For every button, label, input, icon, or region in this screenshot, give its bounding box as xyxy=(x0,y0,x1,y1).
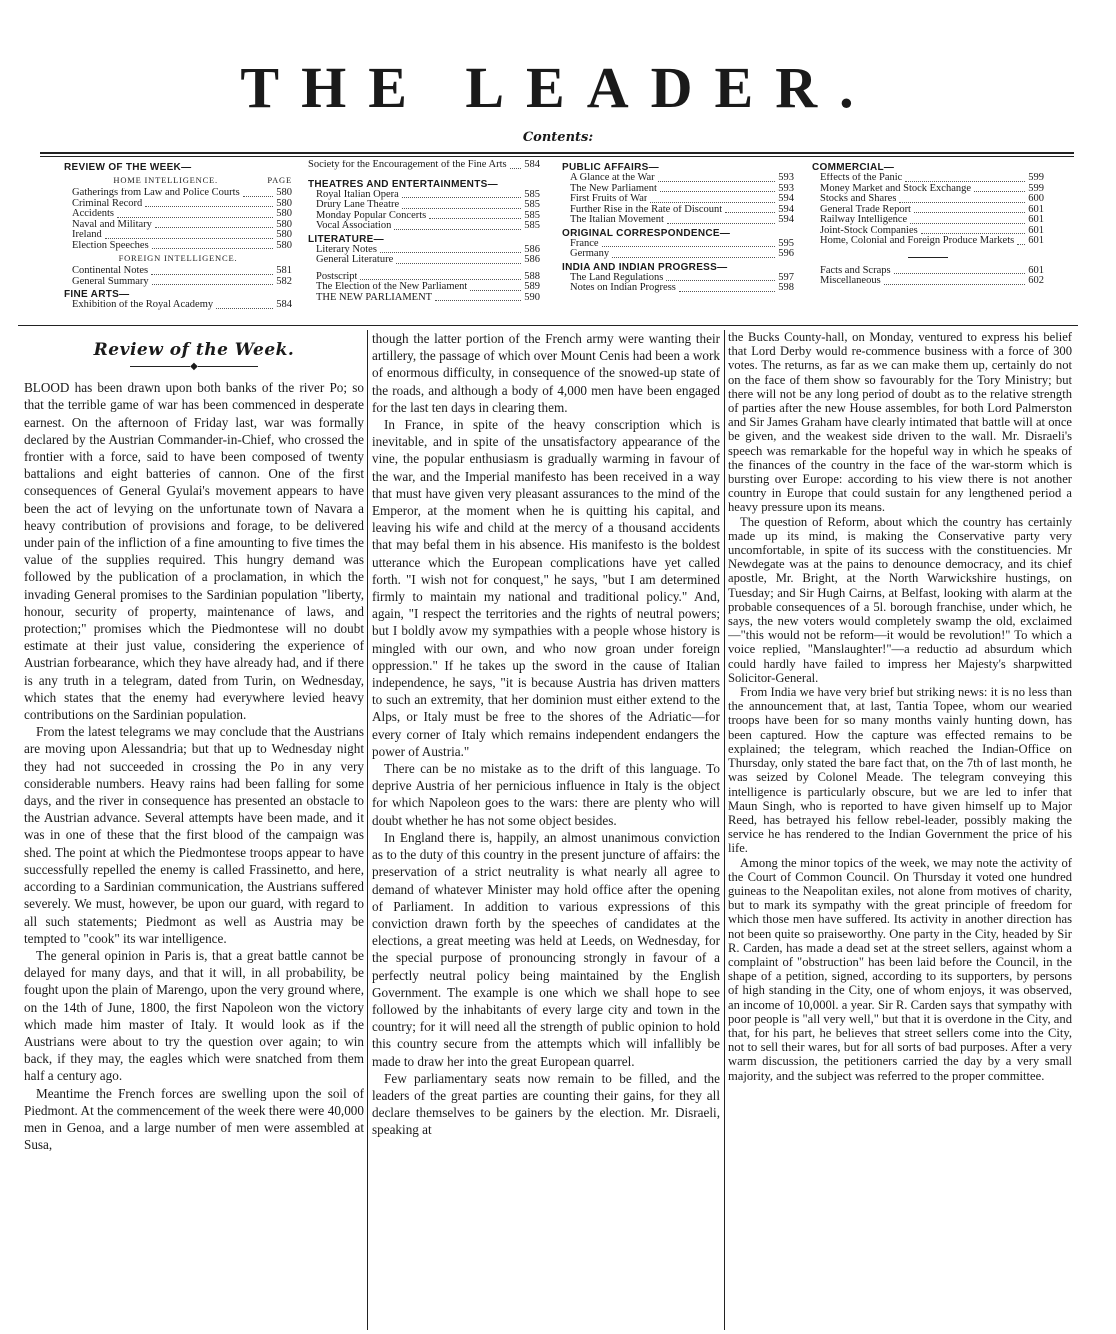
toc-entry-page: 586 xyxy=(524,254,540,265)
toc-entry xyxy=(64,241,292,252)
article-paragraph: Among the minor topics of the week, we may note the activity of the Court of Common Council. On Thursday it voted one hundred guineas to the Neapolitan exiles, not alone from motives of charity, but to mark its sympathy with the great principle of freedom for which those men have suffered. Its activity in another direction has not been quite so praiseworthy. One party in the City, headed by Sir R. Carden, has made a dead set at the street sellers, against whom a complaint of "obstruction" has been laid before the Council, in the shape of a petition, signed, according to its supporters, by persons of high standing in the City, one of whom enjoys, it was observed, an income of 10,000l. a year. Sir R. Carden says that sympathy with poor people is "all very well," but that it is overdone in the City, and that, for his part, he believes that street sellers come into the City, not to sell their wares, but for all sorts of bad purposes. After a very warm discussion, the petitioners carried the day by a very small majority, and the subject was referred to the proper committee. xyxy=(728,855,1072,1083)
article-column-2 xyxy=(372,330,720,1330)
toc-leader-dots xyxy=(151,266,273,275)
toc-entry xyxy=(64,220,292,231)
toc-leader-dots xyxy=(510,160,522,169)
toc-heading: PUBLIC AFFAIRS— xyxy=(562,162,659,173)
toc-entry-title: Literary Notes xyxy=(316,244,377,255)
toc-entry xyxy=(64,277,292,288)
toc-entry-page: 598 xyxy=(778,282,794,293)
toc-entry xyxy=(308,272,540,283)
toc-entry xyxy=(64,266,292,277)
toc-leader-dots xyxy=(155,220,273,229)
toc-leader-dots xyxy=(914,205,1025,214)
toc-entry-title: Accidents xyxy=(72,209,114,219)
toc-entry-title: France xyxy=(570,238,599,249)
toc-column-4 xyxy=(812,160,1044,322)
toc-entry xyxy=(308,160,540,171)
toc-heading: COMMERCIAL— xyxy=(812,162,895,173)
toc-entry-title: Society for the Encouragement of the Fine Arts xyxy=(308,160,507,170)
toc-entry-page: 588 xyxy=(524,270,540,282)
toc-entry xyxy=(562,239,794,250)
toc-entry-page: 601 xyxy=(1028,264,1044,276)
toc-leader-dots xyxy=(1017,236,1025,245)
toc-list xyxy=(308,245,540,266)
toc-entry xyxy=(562,283,794,294)
toc-entry xyxy=(562,215,794,226)
toc-leader-dots xyxy=(435,293,521,302)
toc-entry xyxy=(64,199,292,210)
toc-list xyxy=(562,239,794,260)
article-paragraph: though the latter portion of the French army were wanting their artillery, the passage of which over Mount Cenis had been a work of enormous difficulty, in consequence of the snowed-up state of the roads, and although a body of 4,000 men have been engaged for the last ten days in clearing them. xyxy=(372,331,720,415)
toc-leader-dots xyxy=(974,184,1025,193)
toc-entry-title: General Literature xyxy=(316,255,394,265)
toc-entry-page: 594 xyxy=(778,203,794,215)
toc-leader-dots xyxy=(470,282,521,291)
toc-entry-title: Notes on Indian Progress xyxy=(570,283,676,293)
toc-leader-dots xyxy=(894,266,1026,275)
toc-entry-page: 581 xyxy=(276,265,292,276)
top-rule-thin xyxy=(40,156,1074,157)
article-paragraph: Meantime the French forces are swelling upon the soil of Piedmont. At the commencement of the week there were 40,000 men in Genoa, and a large number of men were assembled at Susa, xyxy=(24,1085,364,1153)
toc-entry-title: Monday Popular Concerts xyxy=(316,210,427,221)
toc-leader-dots xyxy=(921,226,1026,235)
toc-entry xyxy=(308,221,540,232)
toc-entry-title: Postscript xyxy=(316,271,358,282)
title-ornament: ◆ xyxy=(24,361,364,373)
toc-leader-dots xyxy=(612,249,775,258)
toc-leader-dots xyxy=(660,184,775,193)
toc-leader-dots xyxy=(667,215,775,224)
toc-entry xyxy=(812,276,1044,287)
toc-leader-dots xyxy=(884,276,1026,285)
toc-entry-page: 584 xyxy=(276,299,292,310)
toc-entry-page: 580 xyxy=(276,187,292,198)
toc-page-label: PAGE xyxy=(267,175,292,185)
toc-leader-dots xyxy=(905,173,1025,182)
toc-leader-dots xyxy=(666,273,775,282)
toc-leader-dots xyxy=(394,221,521,230)
column-rule xyxy=(724,330,725,1330)
toc-entry-page: 602 xyxy=(1028,275,1044,286)
toc-leader-dots xyxy=(152,277,274,286)
toc-entry-page: 590 xyxy=(524,291,540,303)
contents-heading: Contents: xyxy=(522,130,594,145)
toc-entry-title: Gatherings from Law and Police Courts xyxy=(72,188,240,198)
toc-entry xyxy=(308,282,540,293)
article-paragraph: There can be no mistake as to the drift of this language. To deprive Austria of her pernicious influence in Italy is the object for which Napoleon goes to the wars: there are plenty who will doubt whether he has not some object besides. xyxy=(372,761,720,828)
toc-entry-page: 597 xyxy=(778,271,794,283)
column-rule xyxy=(367,330,368,1330)
toc-leader-dots xyxy=(650,194,775,203)
toc-leader-dots xyxy=(145,199,273,208)
toc-entry-page: 593 xyxy=(778,182,794,194)
toc-entry xyxy=(308,200,540,211)
toc-entry xyxy=(812,205,1044,216)
toc-list xyxy=(562,173,794,226)
toc-entry-title: Naval and Military xyxy=(72,219,152,230)
toc-entry-page: 580 xyxy=(276,218,292,230)
toc-entry-page: 586 xyxy=(524,243,540,255)
toc-entry-title: Facts and Scraps xyxy=(820,265,891,276)
toc-entry-title: The Land Regulations xyxy=(570,272,664,283)
toc-entry xyxy=(812,266,1044,277)
article-paragraph: The general opinion in Paris is, that a great battle cannot be delayed for many days, and that it will, in all probability, be fought upon the plain of Marengo, upon the very ground where, on the 14th of June, 1800, the first Napoleon won the victory which made him master of Italy. It would look as if the Austrians were about to try the question over again; to win back, if they may, the eagles which were snatched from them half a century ago. xyxy=(24,947,364,1084)
toc-entry-page: 593 xyxy=(778,172,794,183)
toc-subheading-label: HOME INTELLIGENCE. xyxy=(113,175,218,185)
toc-entry-page: 589 xyxy=(524,281,540,292)
toc-entry xyxy=(812,226,1044,237)
toc-heading: FINE ARTS— xyxy=(64,289,130,300)
article-paragraph: From India we have very brief but striking news: it is no less than the announcement that, at last, Tantia Topee, whom our wearied troops have been for so many months vainly hunting down, has been captured. How the capture was effected remains to be explained; the telegram, which reached the Indian-Office on Thursday, only stated the bare fact that, on the 7th of last month, he was seized by Colonel Meade. The telegram conveying this intelligence is particularly obscure, but we are led to infer that Maun Singh, who is reported to have given himself up to Major Reed, has betrayed his fellow rebel-leader, possibly making the service he has rendered to the Indian Government the price of his life. xyxy=(728,685,1072,856)
article-column-1 xyxy=(24,330,364,1330)
toc-leader-dots xyxy=(105,230,274,239)
toc-list xyxy=(308,190,540,232)
toc-column-2 xyxy=(308,160,540,322)
toc-entry xyxy=(64,230,292,241)
toc-gap xyxy=(308,171,540,177)
toc-leader-dots xyxy=(152,241,274,250)
toc-entry-title: Continental Notes xyxy=(72,266,149,276)
toc-entry xyxy=(562,173,794,184)
toc-entry-title: THE NEW PARLIAMENT xyxy=(316,292,433,303)
toc-entry xyxy=(812,173,1044,184)
article-title: Review of the Week. xyxy=(93,340,295,360)
toc-leader-dots xyxy=(360,272,521,281)
toc-entry-title: Further Rise in the Rate of Discount xyxy=(570,204,723,215)
toc-entry-title: Joint-Stock Companies xyxy=(820,225,918,236)
toc-entry-title: First Fruits of War xyxy=(570,194,648,204)
toc-leader-dots xyxy=(899,194,1025,203)
toc-entry xyxy=(308,255,540,266)
toc-entry xyxy=(812,184,1044,195)
toc-list xyxy=(64,300,292,311)
toc-entry-title: The New Parliament xyxy=(570,183,657,194)
toc-entry-title: Ireland xyxy=(72,230,102,240)
toc-entry xyxy=(812,215,1044,226)
toc-list xyxy=(812,266,1044,287)
toc-entry xyxy=(812,194,1044,205)
top-rule xyxy=(40,152,1074,154)
toc-heading: REVIEW OF THE WEEK— xyxy=(64,162,192,173)
toc-heading: INDIA AND INDIAN PROGRESS— xyxy=(562,261,728,273)
toc-entry-page: 601 xyxy=(1028,224,1044,236)
toc-entry-title: Stocks and Shares xyxy=(820,194,897,204)
article-paragraph: In France, in spite of the heavy conscription which is inevitable, and in spite of the unsatisfactory appearance of the vine, the popular enthusiasm is gradually warming in favour of the war, and the Imperial manifesto has been received in a way that must have given very pleasant assurances to the mind of the Emperor, at the moment when he is quitting his capital, and leaving his wife and child at the mercy of a thousand accidents that may befal them in his absence. His manifesto is the boldest utterance which the European complications have yet called forth. "I wish not for conquest," he says, "but I am determined firmly to maintain my national and traditional policy." And, again, "I respect the territories and the rights of neutral powers; but I boldly avow my sympathies with a people whose history is mingled with our own, and who now groan under foreign oppression." If he takes up the sword in the cause of Italian independence, he says, "it is because Austria has driven matters to such an extremity, that her dominion must either extend to the Alps, or Italy must be free to the shores of the Adriatic—for every corner of Italy which remains independent endangers the power of Austria." xyxy=(372,417,720,759)
toc-entry xyxy=(308,211,540,222)
toc-entry-page: 601 xyxy=(1028,203,1044,215)
toc-entry xyxy=(562,194,794,205)
article-paragraph: The question of Reform, about which the country has certainly made up its mind, is making the Conservative party very uncomfortable, in spite of its success with the constituencies. Mr Newdegate was at the pains to denounce democracy, and its chief apostle, Mr. Bright, at the North Warwickshire hustings, on Tuesday; and Sir Hugh Cairns, at Belfast, looking with alarm at the probable consequences of a 5l. borough franchise, under which, he says, the new voters would completely swamp the old, exclaimed—"this would not be reform—it would be revolution!" To which a voice replied, "Manslaughter!"—a reductio ad absurdum which could hardly have failed to impress her Majesty's sharpwitted Solicitor-General. xyxy=(728,514,1072,685)
toc-heading: ORIGINAL CORRESPONDENCE— xyxy=(562,227,731,239)
toc-entry-title: Railway Intelligence xyxy=(820,215,908,225)
article-paragraph: From the latest telegrams we may conclude that the Austrians are moving upon Alessandria; but that up to Wednesday night they had not succeeded in crossing the Po in any very considerable numbers. Heavy rains had been falling for some days, and the river in consequence has presented an obstacle to the Austrian advance. Several attempts have been made, and it was in one of these that the first blood of the campaign was shed. The point at which the Piedmontese troops appear to have successfully repelled the enemy is called Frassinetto, and here, according to a Sardinian communication, the Austrians suffered severely. We must, however, be upon our guard, with regard to all such statements; Piedmont as well as Austria may be tempted to "cook" its war intelligence. xyxy=(24,724,364,946)
toc-entry-page: 584 xyxy=(524,160,540,170)
toc-entry-page: 600 xyxy=(1028,193,1044,204)
toc-entry xyxy=(308,293,540,304)
toc-entry xyxy=(562,273,794,284)
article-paragraph: BLOOD has been drawn upon both banks of the river Po; so that the terrible game of war has been commenced in desperate earnest. On the afternoon of Friday last, war was formally declared by the Austrian Commander-in-Chief, who crossed the frontier with a force, said to have been composed of twenty battalions and eight batteries of cannon. One of the first consequences of General Gyulai's movement appears to have been the act of levying on the unfortunate town of Navara a heavy contribution of provisions and forage, to be delivered under pain of the infliction of a fine amounting to five times the value of the supplies required. This hungry demand was followed by the publication of a proclamation, in which the invading General promises to the Sardinian population "liberty, honour, security of property, maintenance of laws, and protection;" promises which the Piedmontese will no doubt estimate at their just value, considering the experience of Austrian forbearance, which they have already had, and if there is any truth in a telegram, dated from Turin, on Wednesday, which states that the enemy had everywhere levied heavy contributions on the Sardinian population. xyxy=(24,380,364,723)
masthead-title: THE LEADER. xyxy=(240,55,876,120)
toc-entry-title: Royal Italian Opera xyxy=(316,189,399,200)
toc-leader-dots xyxy=(679,283,775,292)
toc-short-rule xyxy=(908,257,948,258)
toc-entry-title: Election Speeches xyxy=(72,240,149,251)
toc-entry-title: Money Market and Stock Exchange xyxy=(820,183,972,194)
toc-entry-title: General Trade Report xyxy=(820,204,911,215)
toc-entry-title: A Glance at the War xyxy=(570,173,655,183)
toc-entry-page: 594 xyxy=(778,214,794,225)
toc-leader-dots xyxy=(402,190,521,199)
toc-list xyxy=(64,266,292,287)
toc-leader-dots xyxy=(117,209,273,218)
toc-leader-dots xyxy=(725,205,775,214)
toc-entry-title: General Summary xyxy=(72,276,149,287)
toc-leader-dots xyxy=(658,173,776,182)
toc-leader-dots xyxy=(243,188,274,197)
toc-entry-page: 585 xyxy=(524,220,540,231)
toc-entry xyxy=(64,209,292,220)
toc-entry xyxy=(562,205,794,216)
toc-entry-page: 594 xyxy=(778,193,794,204)
article-paragraph: In England there is, happily, an almost unanimous conviction as to the duty of this country in the present juncture of affairs: the preservation of a strict neutrality is what nearly all agree to demand of whatever Minister may hold office after the opening of Parliament. In addition to various expressions of this conviction drawn forth by the speeches of candidates at the elections, a great meeting was held at Leeds, on Wednesday, for the special purpose of pronouncing strongly in favour of a perfectly neutral policy being maintained by the English Government. The example is one which we shall hope to see followed by the inhabitants of every large city and town in the country; for it will need all the strength of public opinion to hold this country secure from the attempts which will infallibly be made to draw her into the great European quarrel. xyxy=(372,829,720,1069)
toc-list xyxy=(64,188,292,251)
toc-entry-title: Drury Lane Theatre xyxy=(316,200,400,210)
toc-entry xyxy=(64,300,292,311)
toc-entry-page: 580 xyxy=(276,208,292,219)
toc-entry-title: Vocal Association xyxy=(316,221,392,231)
toc-entry xyxy=(562,184,794,195)
toc-entry-title: Criminal Record xyxy=(72,198,143,209)
toc-column-1 xyxy=(64,160,292,322)
toc-leader-dots xyxy=(402,200,521,209)
toc-entry xyxy=(812,236,1044,247)
toc-entry-page: 599 xyxy=(1028,182,1044,194)
toc-leader-dots xyxy=(380,245,521,254)
toc-entry-title: Effects of the Panic xyxy=(820,173,903,183)
toc-entry-title: The Italian Movement xyxy=(570,215,664,225)
toc-entry-title: Home, Colonial and Foreign Produce Markets xyxy=(820,236,1015,246)
article-paragraph: Few parliamentary seats now remain to be filled, and the leaders of the great parties are counting their gains, for they all declare themselves to be gainers by the election. Mr. Disraeli, speaking at xyxy=(372,1070,720,1138)
toc-subheading: FOREIGN INTELLIGENCE. xyxy=(118,253,238,263)
toc-entry-page: 580 xyxy=(276,197,292,209)
toc-leader-dots xyxy=(216,300,273,309)
toc-entry xyxy=(308,245,540,256)
article-paragraph: the Bucks County-hall, on Monday, ventured to express his belief that Lord Derby would re-commence business with a force of 300 votes. The returns, as far as we can make them up, certainly do not on the face of them show so favourably for the Tory Ministry; but there will not be any long period of doubt as to the relative strength of parties after the new House assembles, for both Lord Palmerston and Sir James Graham have clearly intimated that battle will at once be given, and the weakest side driven to the wall. Mr. Disraeli's speech was remarkable for the hopeful way in which he speaks of the finances of the country in the face of the war-storm which is bursting over Europe: according to his view there is not another country in Europe that could sustain for any lengthened period a heavy pressure upon its means. xyxy=(728,330,1072,515)
toc-list xyxy=(812,173,1044,247)
toc-gap xyxy=(812,247,1044,253)
toc-entry-page: 601 xyxy=(1028,235,1044,246)
toc-entry-page: 580 xyxy=(276,239,292,251)
toc-entry-page: 595 xyxy=(778,237,794,249)
toc-entry-page: 599 xyxy=(1028,172,1044,183)
toc-entry-title: Miscellaneous xyxy=(820,276,881,286)
toc-leader-dots xyxy=(429,211,521,220)
toc-bottom-rule xyxy=(18,325,1078,326)
toc-entry-page: 601 xyxy=(1028,214,1044,225)
toc-entry-page: 585 xyxy=(524,199,540,210)
toc-heading: LITERATURE— xyxy=(308,233,384,245)
toc-entry-page: 580 xyxy=(276,229,292,240)
toc-list xyxy=(308,272,540,304)
toc-subheading xyxy=(64,175,292,186)
toc-entry-page: 582 xyxy=(276,275,292,287)
toc-entry-page: 585 xyxy=(524,209,540,221)
toc-entry xyxy=(308,190,540,201)
toc-heading: THEATRES AND ENTERTAINMENTS— xyxy=(308,178,498,190)
toc-entry xyxy=(64,188,292,199)
toc-entry xyxy=(562,249,794,260)
toc-leader-dots xyxy=(602,239,776,248)
toc-leader-dots xyxy=(396,255,521,264)
toc-entry-title: The Election of the New Parliament xyxy=(316,282,468,292)
toc-entry-title: Germany xyxy=(570,249,610,259)
toc-entry-title: Exhibition of the Royal Academy xyxy=(72,300,214,310)
toc-entry-page: 585 xyxy=(524,188,540,200)
toc-list xyxy=(562,273,794,294)
toc-column-3 xyxy=(562,160,794,322)
toc-entry-page: 596 xyxy=(778,248,794,259)
article-column-3 xyxy=(728,330,1072,1330)
toc-leader-dots xyxy=(910,215,1025,224)
